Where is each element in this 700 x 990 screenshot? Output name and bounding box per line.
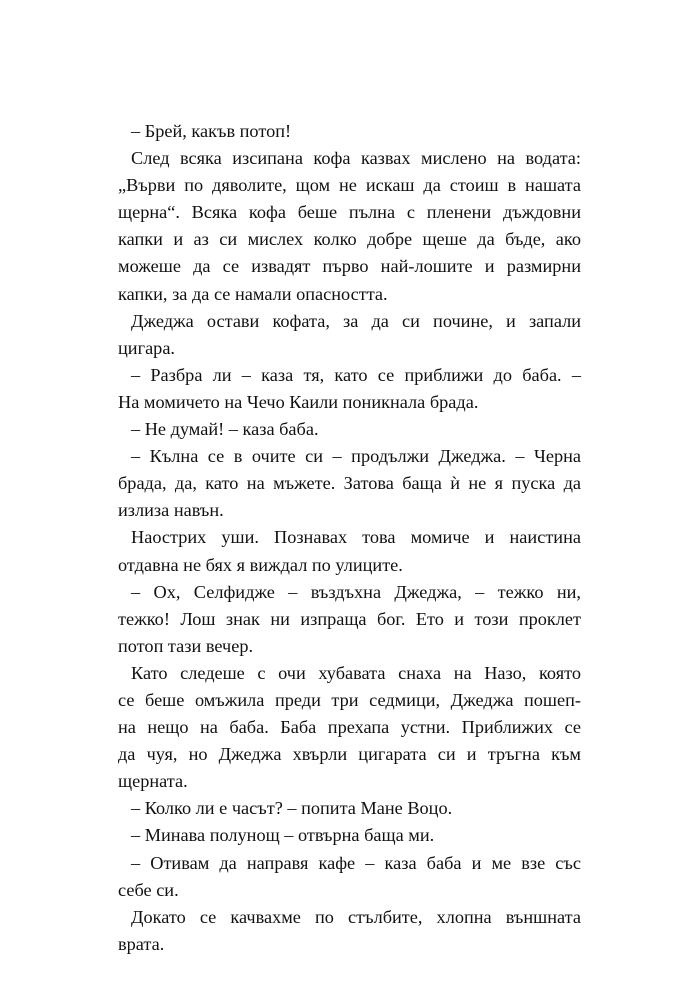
paragraph <box>118 118 581 145</box>
text-line: да чуя, но Джеджа хвърли цигарата си и тръгна към <box>118 744 581 765</box>
text-line: брада, да, като на мъжете. Затова баща ѝ не я пуска да <box>118 473 581 494</box>
paragraph <box>118 795 581 822</box>
paragraph <box>118 904 581 958</box>
paragraph <box>118 443 581 524</box>
text-line: щерна“. Всяка кофа беше пълна с пленени дъждовни <box>118 202 581 223</box>
text-line: на нещо на баба. Баба прехапа устни. Приближих се <box>118 717 581 738</box>
text-line: „Върви по дяволите, щом не искаш да стоиш в нашата <box>118 175 581 196</box>
text-line: След всяка изсипана кофа казвах мислено на водата: <box>131 148 581 169</box>
text-line: цигара. <box>118 337 176 358</box>
text-line: – Разбра ли – каза тя, като се приближи до баба. – <box>131 364 581 385</box>
text-line: Джеджа остави кофата, за да си почине, и запали <box>131 310 581 331</box>
text-line: Като следеше с очи хубавата снаха на Назо, която <box>131 662 581 683</box>
text-line: потоп тази вечер. <box>118 635 254 656</box>
text-line: Наострих уши. Познавах това момиче и наистина <box>131 527 581 548</box>
paragraph <box>118 579 581 660</box>
paragraph <box>118 660 581 795</box>
text-line: – Ох, Селфидже – въздъхна Джеджа, – тежко ни, <box>131 581 581 602</box>
text-line: – Колко ли е часът? – попита Мане Воцо. <box>131 798 453 819</box>
paragraph <box>118 850 581 904</box>
paragraph <box>118 362 581 416</box>
text-line: щерната. <box>118 771 188 792</box>
text-line: – Кълна се в очите си – продължи Джеджа. – Черна <box>131 446 581 467</box>
text-line: себе си. <box>118 879 179 900</box>
text-line: На момичето на Чечо Каили поникнала брада. <box>118 391 479 412</box>
paragraph <box>118 822 581 849</box>
text-line: отдавна не бях я виждал по улиците. <box>118 554 403 575</box>
text-line: излиза навън. <box>118 500 224 521</box>
page-text <box>118 118 581 958</box>
text-line: тежко! Лош знак ни изпраща бог. Ето и този проклет <box>118 608 581 629</box>
text-line: Докато се качвахме по стълбите, хлопна външната <box>131 906 581 927</box>
text-line: можеше да се извадят първо най-лошите и размирни <box>118 256 581 277</box>
text-line: се беше омъжила преди три седмици, Джеджа пошеп- <box>118 689 581 710</box>
paragraph <box>118 524 581 578</box>
text-line: – Минава полунощ – отвърна баща ми. <box>131 825 435 846</box>
text-line: капки и аз си мислех колко добре щеше да бъде, ако <box>118 229 581 250</box>
text-line: – Отивам да направя кафе – каза баба и ме взе със <box>131 852 581 873</box>
paragraph <box>118 145 581 308</box>
text-line: капки, за да се намали опасността. <box>118 283 388 304</box>
text-line: – Брей, какъв потоп! <box>131 121 292 141</box>
paragraph <box>118 308 581 362</box>
text-line: врата. <box>118 933 165 954</box>
text-line: – Не думай! – каза баба. <box>131 419 319 440</box>
paragraph <box>118 416 581 443</box>
